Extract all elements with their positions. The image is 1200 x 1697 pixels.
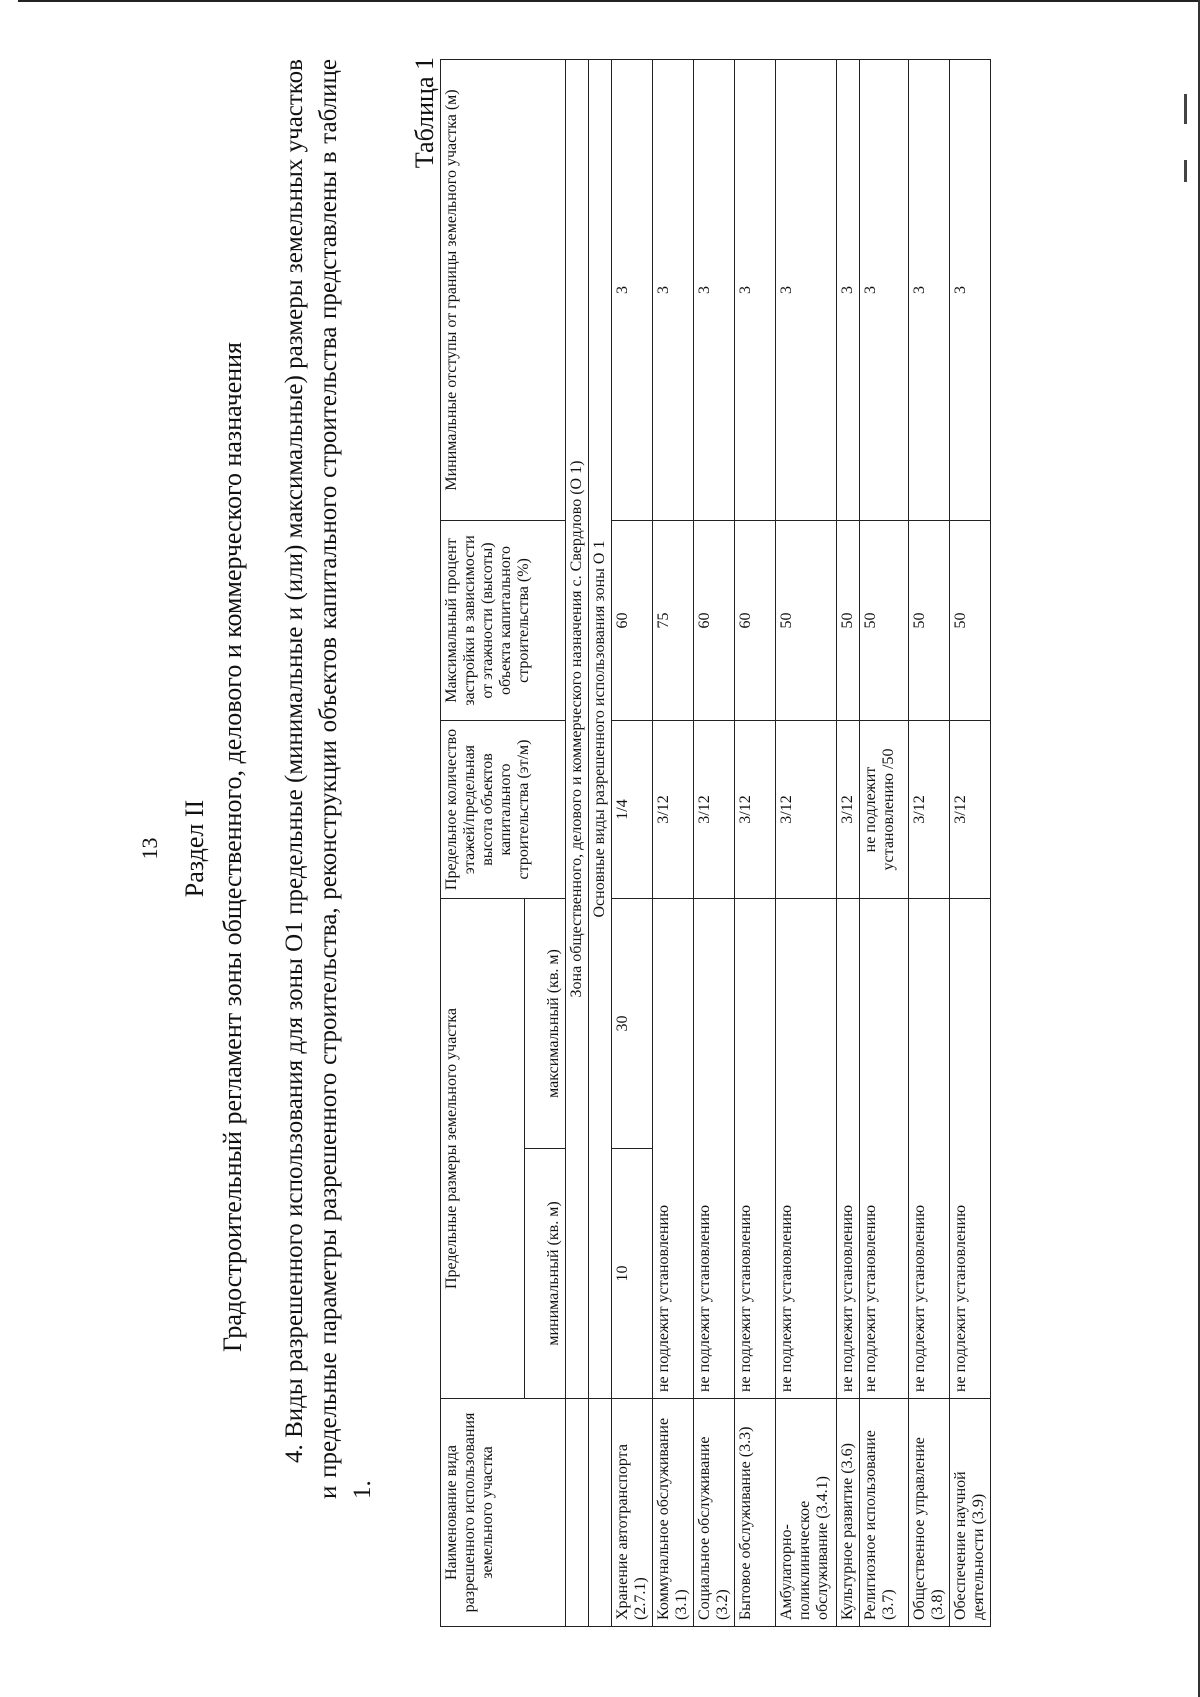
header-row: [441, 60, 525, 1627]
table-row: [860, 60, 909, 1627]
table-caption: Таблица 1: [410, 57, 439, 169]
row-max: 30: [612, 899, 653, 1149]
table-row: [612, 60, 653, 1627]
table-row: [837, 60, 860, 1627]
row-name: Социальное обслуживание (3.2): [694, 1399, 735, 1627]
header-floors: Предельное количество этажей/предельная высота объектов капитального строительства (эт/м): [441, 721, 566, 899]
row-coverage: 50: [860, 521, 909, 721]
table-row: [909, 60, 950, 1627]
row-floors: 3/12: [653, 721, 694, 899]
row-floors: 3/12: [950, 721, 991, 899]
row-floors: 1/4: [612, 721, 653, 899]
row-size-merged: не подлежит установлению: [950, 899, 991, 1399]
intro-paragraph: 4. Виды разрешенного использования для зоны О1 предельные (минимальные и (или) максимальные) размеры земельных участков и предельные параметры разрешенного строительства, реконструкции объектов капитального строительства представлены в таблице 1.: [281, 59, 376, 1499]
row-floors: 3/12: [909, 721, 950, 899]
row-coverage: 50: [776, 521, 837, 721]
row-setback: 3: [860, 60, 909, 521]
section-title: Раздел II: [180, 799, 209, 898]
row-name: Бытовое обслуживание (3.3): [735, 1399, 776, 1627]
row-floors: 3/12: [837, 721, 860, 899]
header-setback: Минимальные отступы от границы земельного участка (м): [441, 60, 566, 521]
row-name: Амбулаторно-поликлиническое обслуживание (3.4.1): [776, 1399, 837, 1627]
row-size-merged: не подлежит установлению: [776, 899, 837, 1399]
zone-row-label: Зона общественного, делового и коммерческого назначения с. Свердлово (О 1): [566, 60, 589, 1399]
row-setback: 3: [950, 60, 991, 521]
row-setback: 3: [653, 60, 694, 521]
table-row: [653, 60, 694, 1627]
row-coverage: 75: [653, 521, 694, 721]
table-row: [735, 60, 776, 1627]
row-name: Общественное управление (3.8): [909, 1399, 950, 1627]
row-size-merged: не подлежит установлению: [653, 899, 694, 1399]
group-row: [589, 60, 612, 1627]
row-name: Религиозное использование (3.7): [860, 1399, 909, 1627]
row-coverage: 60: [612, 521, 653, 721]
row-setback: 3: [909, 60, 950, 521]
zone-row: [566, 60, 589, 1627]
row-setback: 3: [694, 60, 735, 521]
row-name: Коммунальное обслуживание (3.1): [653, 1399, 694, 1627]
header-sizes: Предельные размеры земельного участка: [441, 899, 525, 1399]
row-size-merged: не подлежит установлению: [837, 899, 860, 1399]
row-floors: 3/12: [776, 721, 837, 899]
row-floors: 3/12: [735, 721, 776, 899]
row-size-merged: не подлежит установлению: [860, 899, 909, 1399]
table-row: [776, 60, 837, 1627]
page-number: 13: [137, 837, 162, 860]
row-size-merged: не подлежит установлению: [735, 899, 776, 1399]
regulation-table: [440, 59, 991, 1627]
row-coverage: 50: [909, 521, 950, 721]
row-setback: 3: [612, 60, 653, 521]
header-coverage: Максимальный процент застройки в зависимости от этажности (высоты) объекта капитального строительства (%): [441, 521, 566, 721]
header-name: Наименование вида разрешенного использования земельного участка: [441, 1399, 566, 1627]
row-setback: 3: [837, 60, 860, 521]
row-setback: 3: [735, 60, 776, 521]
table-row: [694, 60, 735, 1627]
row-coverage: 60: [735, 521, 776, 721]
row-size-merged: не подлежит установлению: [694, 899, 735, 1399]
row-name: Культурное развитие (3.6): [837, 1399, 860, 1627]
zone-title: Градостроительный регламент зоны общественного, делового и коммерческого назначения: [218, 341, 247, 1353]
header-max: максимальный (кв. м): [525, 899, 566, 1149]
row-coverage: 60: [694, 521, 735, 721]
row-size-merged: не подлежит установлению: [909, 899, 950, 1399]
row-name: Хранение автотранспорта (2.7.1): [612, 1399, 653, 1627]
row-floors: не подлежит установлению /50: [860, 721, 909, 899]
row-setback: 3: [776, 60, 837, 521]
table-row: [950, 60, 991, 1627]
group-row-label: Основные виды разрешенного использования зоны О 1: [589, 60, 612, 1399]
row-min: 10: [612, 1149, 653, 1399]
row-name: Обеспечение научной деятельности (3.9): [950, 1399, 991, 1627]
row-coverage: 50: [837, 521, 860, 721]
row-floors: 3/12: [694, 721, 735, 899]
row-coverage: 50: [950, 521, 991, 721]
header-min: минимальный (кв. м): [525, 1149, 566, 1399]
